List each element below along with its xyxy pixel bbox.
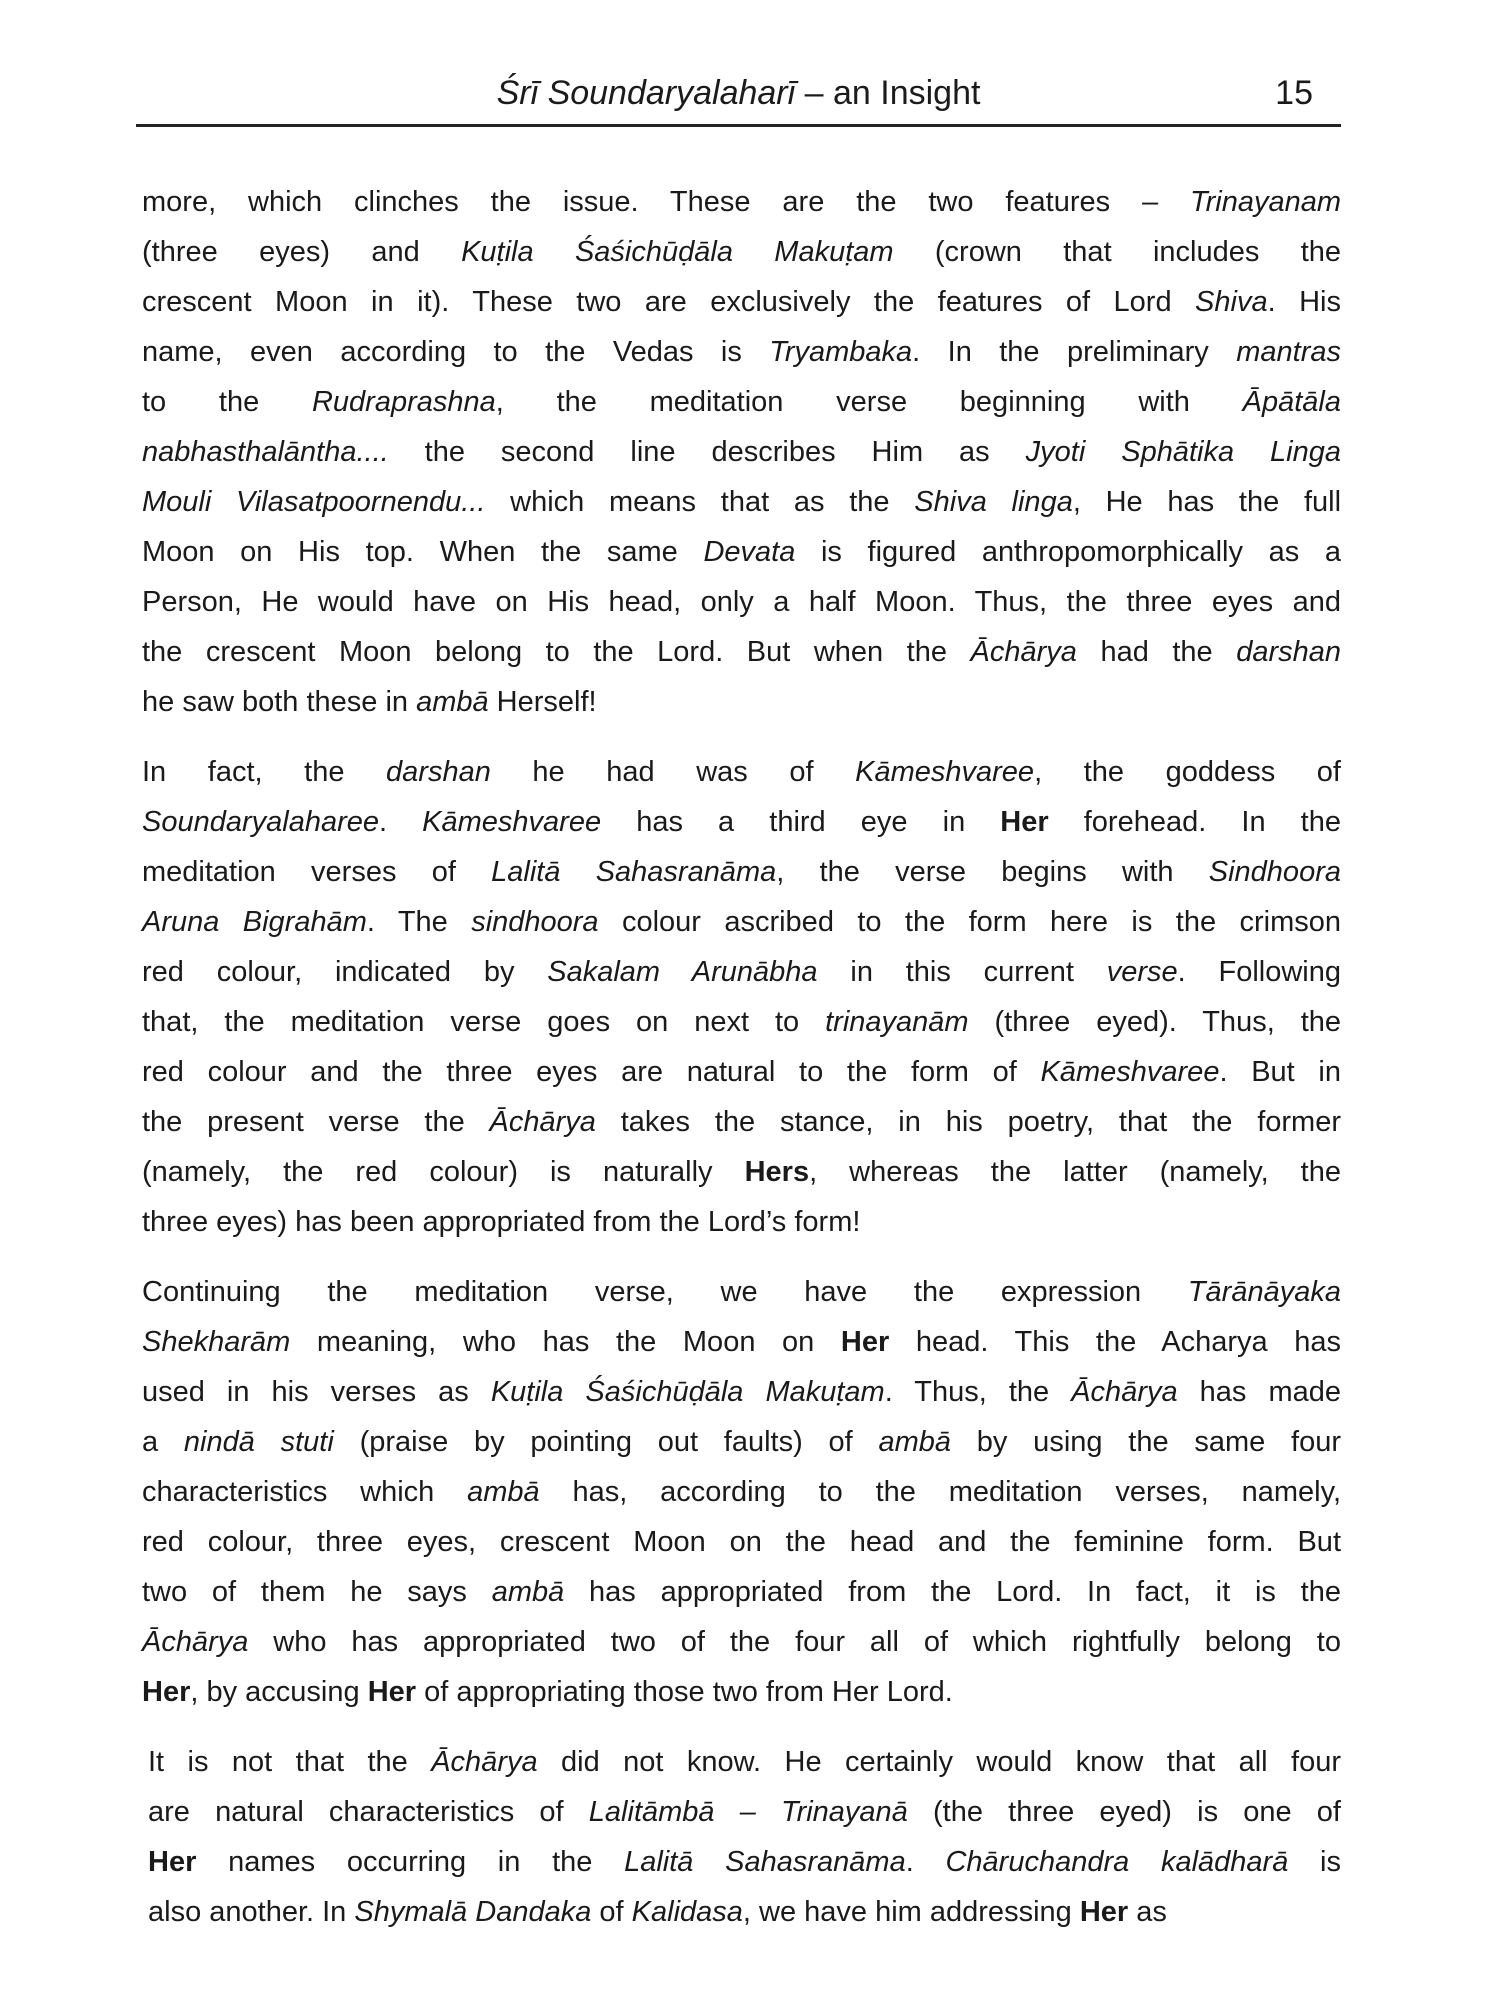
italic-text: Āchārya [489, 1106, 596, 1138]
text-run: as [1128, 1896, 1167, 1928]
text-run: forehead. In the [1048, 806, 1341, 838]
italic-text: Sindhoora [1208, 856, 1341, 888]
bold-text: Her [840, 1326, 890, 1358]
header-rule [136, 124, 1341, 127]
paragraph [142, 1737, 1341, 1937]
text-run: crescent Moon in it). These two are exclusively the features of Lord [142, 286, 1196, 318]
italic-text: Tryambaka [769, 336, 913, 368]
text-line [142, 1047, 1341, 1097]
text-line [142, 997, 1341, 1047]
italic-text: Shiva linga [914, 486, 1073, 518]
text-line [142, 677, 1341, 727]
text-run: It is not that the [148, 1746, 432, 1778]
text-line [142, 1267, 1341, 1317]
text-run: to the [142, 386, 312, 418]
text-run: red colour, indicated by [142, 956, 548, 988]
text-run: , the verse begins with [776, 856, 1209, 888]
italic-text: Kāmeshvaree [855, 756, 1035, 788]
italic-text: Mouli Vilasatpoornendu... [142, 486, 486, 518]
bold-text: Her [1000, 806, 1049, 838]
text-run: colour ascribed to the form here is the crimson [598, 906, 1341, 938]
text-run: Moon on His top. When the same [142, 536, 704, 568]
text-line [142, 1667, 1341, 1717]
text-line [142, 627, 1341, 677]
text-run: takes the stance, in his poetry, that the former [595, 1106, 1341, 1138]
text-run: . [905, 1846, 946, 1878]
italic-text: Āchārya [1071, 1376, 1178, 1408]
text-run: . Thus, the [884, 1376, 1072, 1408]
text-run: , by accusing [190, 1676, 368, 1708]
bold-text: Her [1079, 1896, 1129, 1928]
text-line [142, 1517, 1341, 1567]
text-line [142, 1567, 1341, 1617]
italic-text: Kuṭila Śaśichūḍāla Makuṭam [490, 1376, 885, 1408]
italic-text: Kāmeshvaree [1040, 1056, 1220, 1088]
text-run: did not know. He certainly would know that all four [537, 1746, 1341, 1778]
italic-text: Sakalam Arunābha [547, 956, 818, 988]
running-title-rest: – an Insight [795, 74, 981, 112]
text-run: meaning, who has the Moon on [290, 1326, 841, 1358]
text-line [142, 427, 1341, 477]
italic-text: ambā [491, 1576, 565, 1608]
text-line [148, 1887, 1341, 1937]
text-line [142, 747, 1341, 797]
italic-text: Shiva [1195, 286, 1268, 318]
text-line [142, 1317, 1341, 1367]
italic-text: darshan [386, 756, 491, 788]
text-run: head. This the Acharya has [889, 1326, 1341, 1358]
text-line [148, 1787, 1341, 1837]
text-run: by using the same four [951, 1426, 1341, 1458]
italic-text: Soundaryalaharee [142, 806, 380, 838]
text-run: , He has the full [1072, 486, 1342, 518]
text-line [142, 377, 1341, 427]
text-line [142, 947, 1341, 997]
text-run: Person, He would have on His head, only a half Moon. Thus, the three eyes and [142, 586, 1341, 618]
italic-text: sindhoora [471, 906, 599, 938]
text-line [142, 897, 1341, 947]
italic-text: Āchārya [431, 1746, 538, 1778]
body-text [142, 177, 1341, 1957]
italic-text: Lalitā Sahasranāma [624, 1846, 906, 1878]
text-run: characteristics which [142, 1476, 468, 1508]
italic-text: nabhasthalāntha.... [142, 436, 389, 468]
italic-text: ambā [878, 1426, 952, 1458]
bold-text: Her [148, 1846, 197, 1878]
italic-text: Kāmeshvaree [422, 806, 602, 838]
text-run: also another. In [148, 1896, 355, 1928]
text-run: . [379, 806, 423, 838]
text-run: a [142, 1426, 184, 1458]
text-line [142, 1467, 1341, 1517]
italic-text: Aruna Bigrahām [142, 906, 367, 938]
text-line [142, 177, 1341, 227]
text-run: in this current [817, 956, 1107, 988]
italic-text: Kuṭila Śaśichūḍāla Makuṭam [461, 236, 894, 268]
text-run: (namely, the red colour) is naturally [142, 1156, 745, 1188]
text-run: the second line describes Him as [388, 436, 1026, 468]
text-run: two of them he says [142, 1576, 492, 1608]
text-run: , we have him addressing [742, 1896, 1080, 1928]
text-run: Continuing the meditation verse, we have the expression [142, 1276, 1188, 1308]
text-line [142, 847, 1341, 897]
text-run: (three eyes) and [142, 236, 462, 268]
text-run: used in his verses as [142, 1376, 491, 1408]
text-run: . But in [1219, 1056, 1341, 1088]
text-line [142, 1197, 1341, 1247]
text-line [142, 477, 1341, 527]
italic-text: Āchārya [970, 636, 1077, 668]
text-line [142, 327, 1341, 377]
italic-text: Trinayanam [1190, 186, 1341, 218]
text-run: the present verse the [142, 1106, 490, 1138]
text-run: meditation verses of [142, 856, 492, 888]
text-line [148, 1837, 1341, 1887]
text-run: . Following [1177, 956, 1341, 988]
text-line [142, 277, 1341, 327]
bold-text: Her [142, 1676, 191, 1708]
text-run: (praise by pointing out faults) of [333, 1426, 879, 1458]
page-number: 15 [1275, 74, 1313, 112]
text-line [142, 1367, 1341, 1417]
bold-text: Hers [744, 1156, 810, 1188]
text-run: Herself! [488, 686, 597, 718]
text-run: who has appropriated two of the four all of which rightfully belong to [248, 1626, 1341, 1658]
text-line [142, 1417, 1341, 1467]
italic-text: trinayanām [825, 1006, 969, 1038]
text-run: is figured anthropomorphically as a [795, 536, 1341, 568]
italic-text: darshan [1236, 636, 1341, 668]
text-run: (the three eyed) is one of [907, 1796, 1341, 1828]
italic-text: Jyoti Sphātika Linga [1025, 436, 1342, 468]
text-run: more, which clinches the issue. These are the two features – [142, 186, 1191, 218]
text-run: has appropriated from the Lord. In fact, it is the [564, 1576, 1341, 1608]
text-line [142, 1617, 1341, 1667]
text-run: red colour and the three eyes are natural to the form of [142, 1056, 1041, 1088]
text-run: three eyes) has been appropriated from the Lord’s form! [142, 1206, 861, 1238]
text-run: red colour, three eyes, crescent Moon on the head and the feminine form. But [142, 1526, 1341, 1558]
italic-text: Shymalā Dandaka [354, 1896, 592, 1928]
text-line [142, 1147, 1341, 1197]
running-title-italic: Śrī Soundaryalaharī [496, 74, 796, 112]
italic-text: Kalidasa [631, 1896, 743, 1928]
text-run: names occurring in the [196, 1846, 625, 1878]
text-run: has a third eye in [601, 806, 1001, 838]
text-run: he saw both these in [142, 686, 417, 718]
text-run: has made [1177, 1376, 1341, 1408]
italic-text: verse [1106, 956, 1178, 988]
text-run: name, even according to the Vedas is [142, 336, 770, 368]
text-run: he had was of [490, 756, 856, 788]
bold-text: Her [367, 1676, 417, 1708]
text-run: (crown that includes the [893, 236, 1342, 268]
text-run: , the goddess of [1034, 756, 1341, 788]
text-line [148, 1737, 1341, 1787]
italic-text: ambā [467, 1476, 540, 1508]
text-line [142, 797, 1341, 847]
text-line [142, 527, 1341, 577]
italic-text: Chāruchandra kalādharā [945, 1846, 1289, 1878]
text-run: (three eyed). Thus, the [968, 1006, 1342, 1038]
paragraph [142, 747, 1341, 1247]
italic-text: ambā [416, 686, 489, 718]
text-run: . In the preliminary [912, 336, 1237, 368]
text-run: the crescent Moon belong to the Lord. But when the [142, 636, 971, 668]
text-run: that, the meditation verse goes on next to [142, 1006, 826, 1038]
text-run: , whereas the latter (namely, the [809, 1156, 1341, 1188]
text-line [142, 1097, 1341, 1147]
italic-text: Devata [703, 536, 796, 568]
italic-text: Shekharām [142, 1326, 291, 1358]
italic-text: Lalitāmbā – Trinayanā [588, 1796, 908, 1828]
text-run: which means that as the [485, 486, 915, 518]
text-run: , the meditation verse beginning with [495, 386, 1243, 418]
italic-text: Lalitā Sahasranāma [491, 856, 777, 888]
text-run: are natural characteristics of [148, 1796, 589, 1828]
text-run: has, according to the meditation verses, namely, [539, 1476, 1341, 1508]
italic-text: Rudraprashna [311, 386, 496, 418]
text-run: In fact, the [142, 756, 387, 788]
text-run: of appropriating those two from Her Lord. [416, 1676, 953, 1708]
text-run: is [1288, 1846, 1341, 1878]
italic-text: Āpātāla [1242, 386, 1341, 418]
italic-text: Āchārya [142, 1626, 249, 1658]
running-header [136, 68, 1341, 124]
text-run: had the [1076, 636, 1237, 668]
running-title [136, 74, 1341, 113]
paragraph [142, 177, 1341, 727]
italic-text: mantras [1236, 336, 1341, 368]
text-run: . His [1267, 286, 1341, 318]
italic-text: Tārānāyaka [1187, 1276, 1341, 1308]
text-line [142, 577, 1341, 627]
text-line [142, 227, 1341, 277]
text-run: of [591, 1896, 632, 1928]
text-run: . The [366, 906, 472, 938]
italic-text: nindā stuti [183, 1426, 334, 1458]
paragraph [142, 1267, 1341, 1717]
